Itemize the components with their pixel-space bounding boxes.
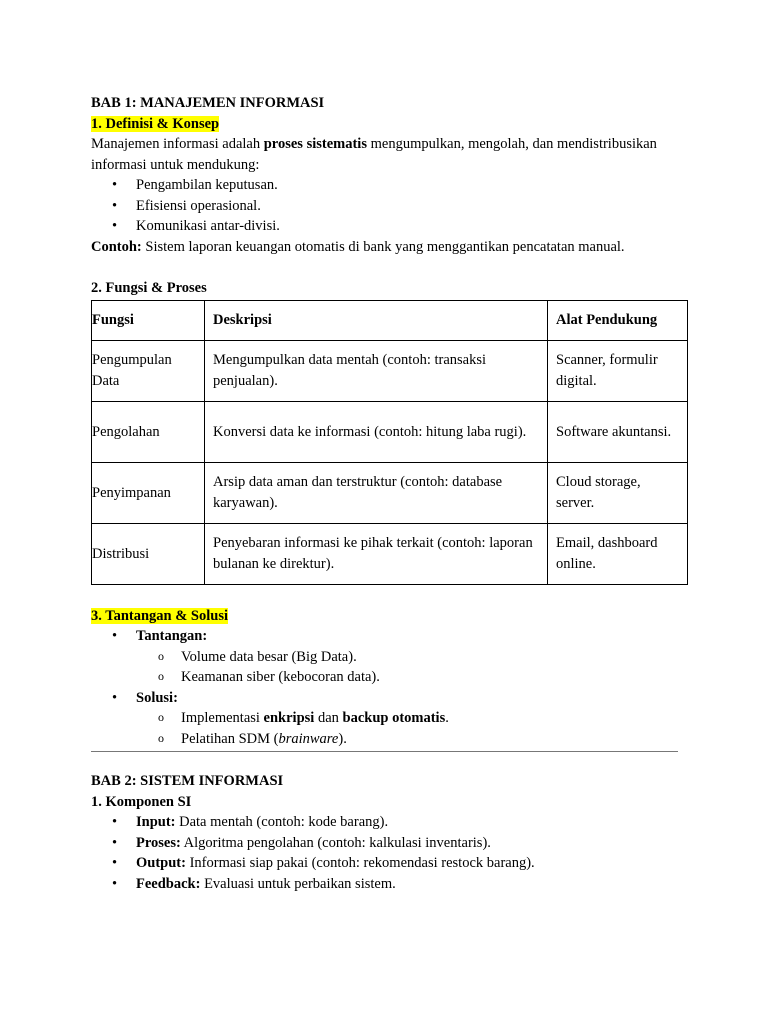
column-header: Deskripsi xyxy=(205,301,548,341)
list-item: • Output: Informasi siap pakai (contoh: rekomendasi restock barang). xyxy=(91,853,691,874)
table-row xyxy=(92,402,688,463)
list-item: • Solusi: xyxy=(91,688,691,709)
table-cell: Scanner, formulir digital. xyxy=(548,341,688,402)
list-item: • Komunikasi antar-divisi. xyxy=(91,216,691,237)
list-item: • Input: Data mentah (contoh: kode barang). xyxy=(91,812,691,833)
list-item: o Keamanan siber (kebocoran data). xyxy=(91,667,691,688)
list-item: • Pengambilan keputusan. xyxy=(91,175,691,196)
table-header-row xyxy=(92,301,688,341)
list-item: o Implementasi enkripsi dan backup otomatis. xyxy=(91,708,691,729)
table-cell: Pengolahan xyxy=(92,402,205,463)
table-cell: Penyebaran informasi ke pihak terkait (contoh: laporan bulanan ke direktur). xyxy=(205,524,548,585)
list-item: • Efisiensi operasional. xyxy=(91,196,691,217)
table-cell: Distribusi xyxy=(92,524,205,585)
column-header: Fungsi xyxy=(92,301,205,341)
table-cell: Cloud storage, server. xyxy=(548,463,688,524)
section-heading-definisi: 1. Definisi & Konsep xyxy=(91,115,220,132)
bab2-title: BAB 2: SISTEM INFORMASI xyxy=(91,773,284,789)
table-cell: Penyimpanan xyxy=(92,463,205,524)
table-row xyxy=(92,524,688,585)
table-cell: Software akuntansi. xyxy=(548,402,688,463)
column-header: Alat Pendukung xyxy=(548,301,688,341)
intro-paragraph: Manajemen informasi adalah proses sistematis mengumpulkan, mengolah, dan mendistribusikan informasi untuk mendukung: xyxy=(91,136,657,173)
list-item: • Tantangan: xyxy=(91,626,691,647)
fungsi-table xyxy=(91,300,688,585)
challenge-sublist xyxy=(91,647,691,688)
table-cell: Konversi data ke informasi (contoh: hitung laba rugi). xyxy=(205,402,548,463)
section-heading-tantangan: 3. Tantangan & Solusi xyxy=(91,607,229,624)
table-cell: Email, dashboard online. xyxy=(548,524,688,585)
komponen-list xyxy=(91,812,691,894)
table-cell: Arsip data aman dan terstruktur (contoh: database karyawan). xyxy=(205,463,548,524)
solution-list xyxy=(91,688,691,709)
challenge-solution-list xyxy=(91,626,691,647)
table-row xyxy=(92,341,688,402)
section-heading-fungsi: 2. Fungsi & Proses xyxy=(91,279,207,296)
table-cell: Pengumpulan Data xyxy=(92,341,205,402)
list-item: o Volume data besar (Big Data). xyxy=(91,647,691,668)
table-cell: Mengumpulkan data mentah (contoh: transaksi penjualan). xyxy=(205,341,548,402)
list-item: • Proses: Algoritma pengolahan (contoh: kalkulasi inventaris). xyxy=(91,833,691,854)
solution-sublist xyxy=(91,708,691,749)
example-paragraph: Contoh: Sistem laporan keuangan otomatis di bank yang menggantikan pencatatan manual. xyxy=(91,238,625,255)
document-content xyxy=(91,93,691,894)
list-item: o Pelatihan SDM (brainware). xyxy=(91,729,691,750)
purpose-list xyxy=(91,175,691,237)
list-item: • Feedback: Evaluasi untuk perbaikan sistem. xyxy=(91,874,691,895)
table-row xyxy=(92,463,688,524)
bab1-title: BAB 1: MANAJEMEN INFORMASI xyxy=(91,95,325,111)
section-heading-komponen: 1. Komponen SI xyxy=(91,793,192,810)
